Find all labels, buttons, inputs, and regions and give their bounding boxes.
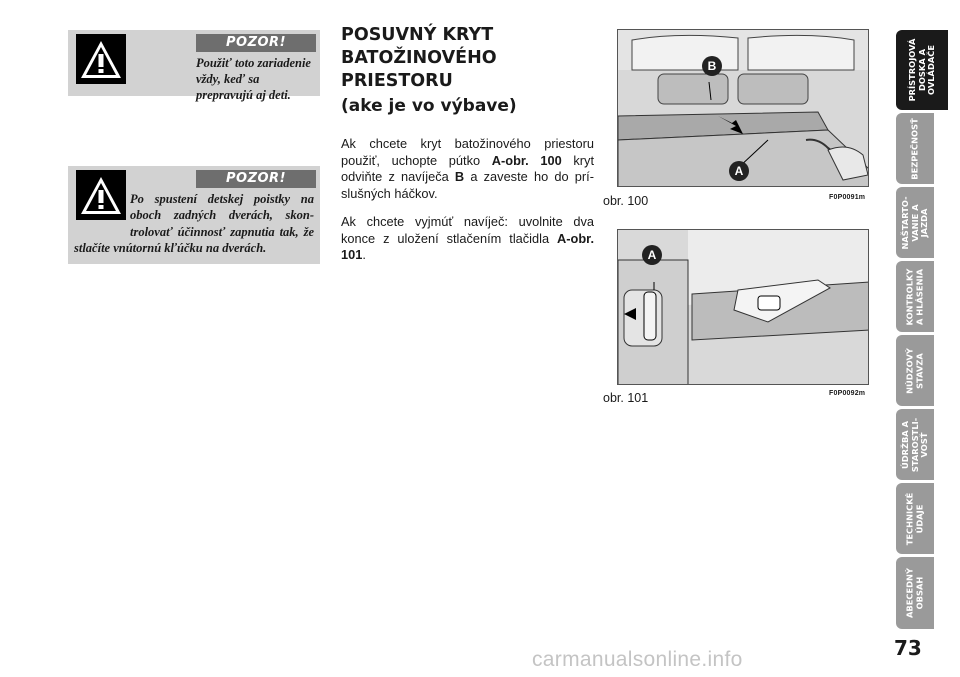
svg-text:A: A <box>734 164 744 178</box>
figure-100-image <box>617 29 869 187</box>
page-number: 73 <box>894 636 922 660</box>
figure-101-caption: obr. 101 <box>603 391 649 405</box>
figure-101-image <box>617 229 869 385</box>
watermark: carmanualsonline.info <box>532 648 743 671</box>
tab-nudzovy-stav[interactable]: NÚDZOVÝ STAVZA <box>896 335 934 406</box>
tab-technicke-udaje[interactable]: TECHNICKÉ ÚDAJE <box>896 483 934 554</box>
figure-100-caption: obr. 100 <box>603 194 649 208</box>
tab-udrzba[interactable]: ÚDRŽBA A STAROSTLI- VOSŤ <box>896 409 934 480</box>
warning-box-2 <box>68 166 320 264</box>
tab-abecedny-obsah[interactable]: ABECEDNÝ OBSAH <box>896 557 934 629</box>
paragraph-1: Ak chcete kryt batožinového priestoru použiť, uchopte pútko A-obr. 100 kryt odviňte z navíječa B a zaveste ho do prí-slušných háčkov. <box>341 136 595 201</box>
tab-bezpecnost[interactable]: BEZPEČNOSŤ <box>896 113 934 184</box>
warning-heading: POZOR! <box>196 170 316 188</box>
svg-text:B: B <box>707 59 717 73</box>
label-a <box>728 160 750 182</box>
figure-100-code: F0P0091m <box>829 194 866 201</box>
paragraph-2: Ak chcete vyjmúť navíječ: uvolnite dva konce z uložení stlačením tlačidla A-obr. 101. <box>341 214 594 263</box>
warning-heading: POZOR! <box>196 34 316 52</box>
warning-text: Použiť toto zariadenie vždy, keď sa prepravujú aj deti. <box>196 56 311 102</box>
warning-box-1 <box>68 30 320 102</box>
tab-nastartovanie[interactable]: NAŠTARTO- VANIE A JAZDA <box>896 187 934 258</box>
svg-text:A: A <box>647 248 657 262</box>
warning-triangle-icon <box>76 34 126 84</box>
tab-pristrojova-doska[interactable]: PRÍSTROJOVÁ DOSKA A OVLÁDAČE <box>896 30 948 110</box>
label-a <box>641 244 663 266</box>
section-title: POSUVNÝ KRYT BATOŽINOVÉHO PRIESTORU <box>341 25 497 91</box>
label-b <box>701 55 723 77</box>
figure-101-code: F0P0092m <box>829 390 866 397</box>
warning-text: Po spustení detskej poistky na oboch zadných dverách, skon-trolovať účinnosť zapnutia tak, že stlačíte vnútornú kľúčku na dverách. <box>74 192 314 255</box>
section-subtitle: (ake je vo výbave) <box>341 96 517 116</box>
tab-kontrolky[interactable]: KONTROLKY A HLÁSENIA <box>896 261 934 332</box>
